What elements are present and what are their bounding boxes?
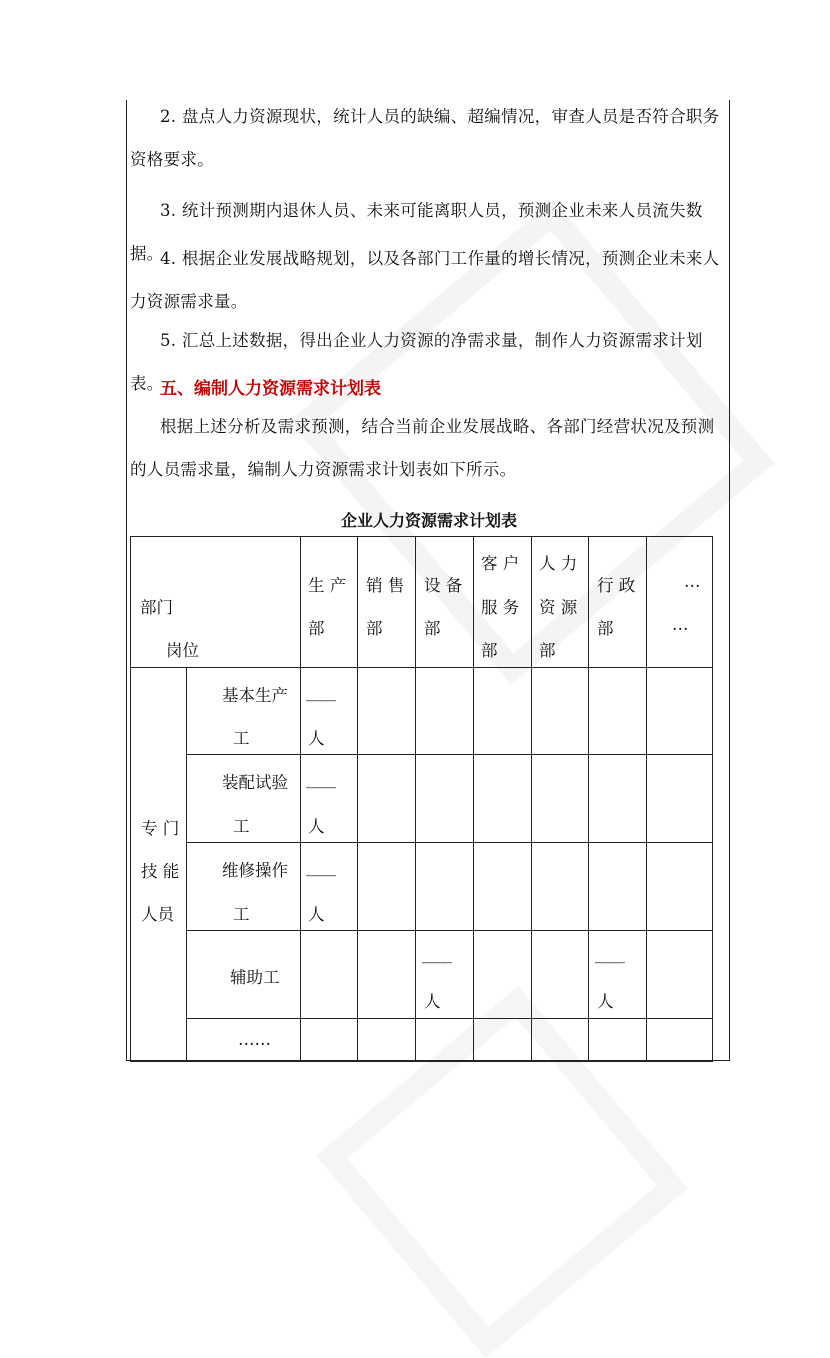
col-sales-1: 销 售 [366,576,405,595]
col-production-1: 生 产 [308,576,347,595]
blank-assembly-production: ____ [306,769,335,788]
section-heading: 五、编制人力资源需求计划表 [160,379,381,399]
header-position: 岗位 [166,641,199,660]
paragraph-step-2: 2. 盘点人力资源现状，统计人员的缺编、超编情况，审查人员是否符合职务资格要求。 [130,107,720,169]
col-hr-2: 资 源 [539,598,578,617]
col-admin-2: 部 [597,619,614,638]
unit-maintenance-production: 人 [308,905,325,924]
paragraph-step-5: 5. 汇总上述数据，得出企业人力资源的净需求量，制作人力资源需求计划表。 [130,331,703,393]
col-hr-3: 部 [539,641,556,660]
blank-basic-production: ____ [306,682,335,701]
group-label-3: 人员 [141,905,174,924]
row-maintenance-1: 维修操作 [222,861,288,880]
col-more-1: … [684,572,701,591]
row-basic-1: 基本生产 [222,686,288,705]
col-customer-1: 客 户 [481,554,520,573]
unit-auxiliary-admin: 人 [597,992,614,1011]
table-title: 企业人力资源需求计划表 [340,511,517,530]
row-auxiliary: 辅助工 [230,968,280,987]
row-more: …… [238,1030,271,1049]
row-assembly-1: 装配试验 [222,773,288,792]
col-sales-2: 部 [366,619,383,638]
header-department: 部门 [140,598,173,617]
col-more-2: … [672,615,689,634]
group-label-2: 技 能 [141,862,180,881]
col-production-2: 部 [308,619,325,638]
paragraph-intro: 根据上述分析及需求预测，结合当前企业发展战略、各部门经营状况及预测的人员需求量，编制人力资源需求计划表如下所示。 [130,417,715,479]
unit-auxiliary-equipment: 人 [424,992,441,1011]
row-basic-2: 工 [233,729,250,748]
unit-basic-production: 人 [308,729,325,748]
col-customer-3: 部 [481,641,498,660]
col-equipment-1: 设 备 [424,576,463,595]
row-maintenance-2: 工 [233,905,250,924]
group-label-1: 专 门 [141,819,180,838]
col-equipment-2: 部 [424,619,441,638]
paragraph-step-3: 3. 统计预测期内退休人员、未来可能离职人员，预测企业未来人员流失数据。 [130,201,703,263]
blank-auxiliary-admin: ____ [595,944,624,963]
unit-assembly-production: 人 [308,817,325,836]
col-admin-1: 行 政 [597,576,636,595]
blank-auxiliary-equipment: ____ [422,944,451,963]
blank-maintenance-production: ____ [306,857,335,876]
col-hr-1: 人 力 [539,554,578,573]
col-customer-2: 服 务 [481,598,520,617]
row-assembly-2: 工 [233,817,250,836]
paragraph-step-4: 4. 根据企业发展战略规划，以及各部门工作量的增长情况，预测企业未来人力资源需求量。 [130,249,720,311]
